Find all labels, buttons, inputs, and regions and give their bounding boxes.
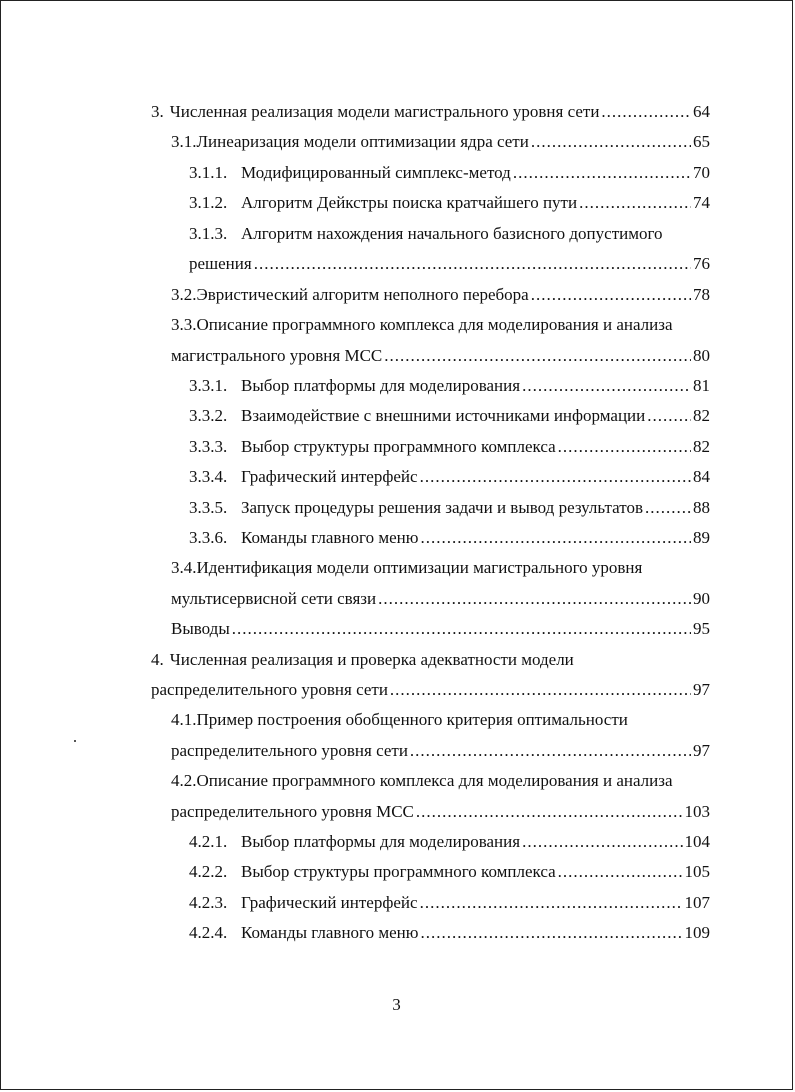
toc-entry-number: 4. <box>151 650 164 669</box>
toc-entry-title: Выбор платформы для моделирования <box>241 376 521 395</box>
toc-entry[interactable] <box>189 158 710 188</box>
toc-entry[interactable] <box>171 553 710 583</box>
toc-dot-leader <box>420 462 691 492</box>
toc-dot-leader <box>384 341 691 371</box>
toc-dot-leader <box>531 280 691 310</box>
toc-entry[interactable] <box>171 280 710 310</box>
toc-entry-title: Графический интерфейс <box>241 467 418 486</box>
toc-dot-leader <box>522 827 682 857</box>
toc-dot-leader <box>416 797 683 827</box>
toc-entry-title: Модифицированный симплекс-метод <box>241 163 511 182</box>
toc-entry-number: 4.2.1. <box>189 832 228 851</box>
toc-dot-leader <box>378 584 691 614</box>
toc-dot-leader <box>522 371 691 401</box>
toc-entry-title-cont: распределительного уровня сети <box>171 741 408 760</box>
toc-dot-leader <box>232 614 691 644</box>
toc-dot-leader <box>420 523 691 553</box>
toc-dot-leader <box>558 432 691 462</box>
toc-entry-number: 3.3.3. <box>189 437 228 456</box>
toc-entry-title: Численная реализация и проверка адекватности модели <box>169 650 574 669</box>
toc-entry-number: 4.2.2. <box>189 862 228 881</box>
toc-entry-page: 82 <box>693 406 710 425</box>
toc-entry-number: 3.3.5. <box>189 498 228 517</box>
toc-entry-title: Численная реализация модели магистрального уровня сети <box>169 102 600 121</box>
toc-entry[interactable] <box>189 918 710 948</box>
toc-entry[interactable] <box>189 523 710 553</box>
toc-dot-leader <box>254 249 691 279</box>
toc-entry-page: 80 <box>693 346 710 365</box>
toc-dot-leader <box>645 493 691 523</box>
toc-entry-continuation[interactable] <box>151 675 710 705</box>
toc-entry-title: Эвристический алгоритм неполного перебора <box>196 285 529 304</box>
toc-entry-number: 3.3.4. <box>189 467 228 486</box>
toc-entry-title: Алгоритм Дейкстры поиска кратчайшего пути <box>241 193 578 212</box>
toc-dot-leader <box>420 918 682 948</box>
toc-entry-page: 70 <box>693 163 710 182</box>
toc-entry[interactable] <box>151 645 710 675</box>
toc-entry[interactable] <box>189 462 710 492</box>
toc-entry-number: 3.3.6. <box>189 528 228 547</box>
toc-entry-title: Алгоритм нахождения начального базисного допустимого <box>241 224 663 243</box>
toc-dot-leader <box>513 158 691 188</box>
toc-entry[interactable] <box>171 705 710 735</box>
toc-entry-page: 105 <box>684 862 710 881</box>
toc-entry-page: 97 <box>693 680 710 699</box>
toc-entry-title: Выбор структуры программного комплекса <box>241 437 556 456</box>
toc-dot-leader <box>601 97 691 127</box>
toc-entry-title: Описание программного комплекса для моделирования и анализа <box>196 771 673 790</box>
toc-entry-number: 4.2.3. <box>189 893 228 912</box>
toc-entry-number: 3. <box>151 102 164 121</box>
toc-entry-number: 3.4. <box>171 558 197 577</box>
toc-entry-page: 104 <box>684 832 710 851</box>
toc-entry-number: 4.2.4. <box>189 923 228 942</box>
toc-dot-leader <box>390 675 691 705</box>
toc-entry-number: 3.1.1. <box>189 163 228 182</box>
toc-entry-title-cont: распределительного уровня сети <box>151 680 388 699</box>
toc-entry-number: 3.3.1. <box>189 376 228 395</box>
toc-dot-leader <box>410 736 691 766</box>
toc-entry-number: 3.1.3. <box>189 224 228 243</box>
toc-entry-page: 89 <box>693 528 710 547</box>
toc-entry[interactable] <box>189 188 710 218</box>
toc-entry[interactable] <box>171 766 710 796</box>
toc-entry-title: Выбор структуры программного комплекса <box>241 862 556 881</box>
toc-entry-page: 81 <box>693 376 710 395</box>
toc-entry-title: Идентификация модели оптимизации магистрального уровня <box>196 558 643 577</box>
toc-entry-number: 3.2. <box>171 285 197 304</box>
toc-entry-title: Описание программного комплекса для моделирования и анализа <box>196 315 673 334</box>
toc-entry-title-cont: решения <box>189 254 252 273</box>
toc-entry-title: Выбор платформы для моделирования <box>241 832 521 851</box>
toc-entry-page: 90 <box>693 589 710 608</box>
toc-entry-continuation[interactable] <box>171 584 710 614</box>
toc-entry-page: 82 <box>693 437 710 456</box>
toc-entry[interactable] <box>189 401 710 431</box>
page-number: 3 <box>392 995 401 1014</box>
toc-dot-leader <box>579 188 691 218</box>
toc-entry-title-cont: распределительного уровня МСС <box>171 802 414 821</box>
toc-dot-leader <box>420 888 683 918</box>
toc-entry[interactable] <box>171 614 710 644</box>
toc-entry[interactable] <box>189 857 710 887</box>
toc-entry-title: Запуск процедуры решения задачи и вывод результатов <box>241 498 643 517</box>
toc-entry-title: Команды главного меню <box>241 528 419 547</box>
toc-entry-page: 74 <box>693 193 710 212</box>
toc-entry[interactable] <box>151 97 710 127</box>
scan-speck <box>74 740 76 742</box>
toc-entry-number: 4.2. <box>171 771 197 790</box>
toc-entry[interactable] <box>189 432 710 462</box>
toc-entry-page: 88 <box>693 498 710 517</box>
toc-entry-title-cont: мультисервисной сети связи <box>171 589 377 608</box>
toc-entry-title-cont: магистрального уровня МСС <box>171 346 383 365</box>
toc-entry-page: 76 <box>693 254 710 273</box>
toc-entry[interactable] <box>189 493 710 523</box>
toc-entry-page: 78 <box>693 285 710 304</box>
toc-entry-title: Команды главного меню <box>241 923 419 942</box>
toc-entry-page: 107 <box>684 893 710 912</box>
toc-entry-title: Взаимодействие с внешними источниками информации <box>241 406 646 425</box>
toc-entry-continuation[interactable] <box>189 249 710 279</box>
toc-entry-title: Графический интерфейс <box>241 893 418 912</box>
toc-dot-leader <box>558 857 683 887</box>
toc-entry-number: 3.1. <box>171 132 197 151</box>
toc-entry-number: 3.3.2. <box>189 406 228 425</box>
toc-entry-title: Пример построения обобщенного критерия оптимальности <box>196 710 628 729</box>
toc-entry-title: Выводы <box>171 619 230 638</box>
toc-entry-continuation[interactable] <box>171 341 710 371</box>
toc-dot-leader <box>531 127 691 157</box>
toc-entry-page: 109 <box>684 923 710 942</box>
toc-entry-page: 84 <box>693 467 710 486</box>
toc-entry-page: 64 <box>693 102 710 121</box>
toc-entry-continuation[interactable] <box>171 736 710 766</box>
toc-entry-continuation[interactable] <box>171 797 710 827</box>
toc-entry-page: 95 <box>693 619 710 638</box>
toc-entry[interactable] <box>171 310 710 340</box>
toc-entry[interactable] <box>189 827 710 857</box>
toc-entry-page: 65 <box>693 132 710 151</box>
toc-entry[interactable] <box>171 127 710 157</box>
toc-entry-page: 103 <box>684 802 710 821</box>
toc-entry-number: 3.3. <box>171 315 197 334</box>
toc-dot-leader <box>647 401 691 431</box>
toc-entry[interactable] <box>189 371 710 401</box>
toc-entry-title: Линеаризация модели оптимизации ядра сети <box>196 132 529 151</box>
toc-entry-number: 4.1. <box>171 710 197 729</box>
toc-entry-number: 3.1.2. <box>189 193 228 212</box>
toc-entry[interactable] <box>189 888 710 918</box>
toc-entry-page: 97 <box>693 741 710 760</box>
toc-entry[interactable] <box>189 219 710 249</box>
